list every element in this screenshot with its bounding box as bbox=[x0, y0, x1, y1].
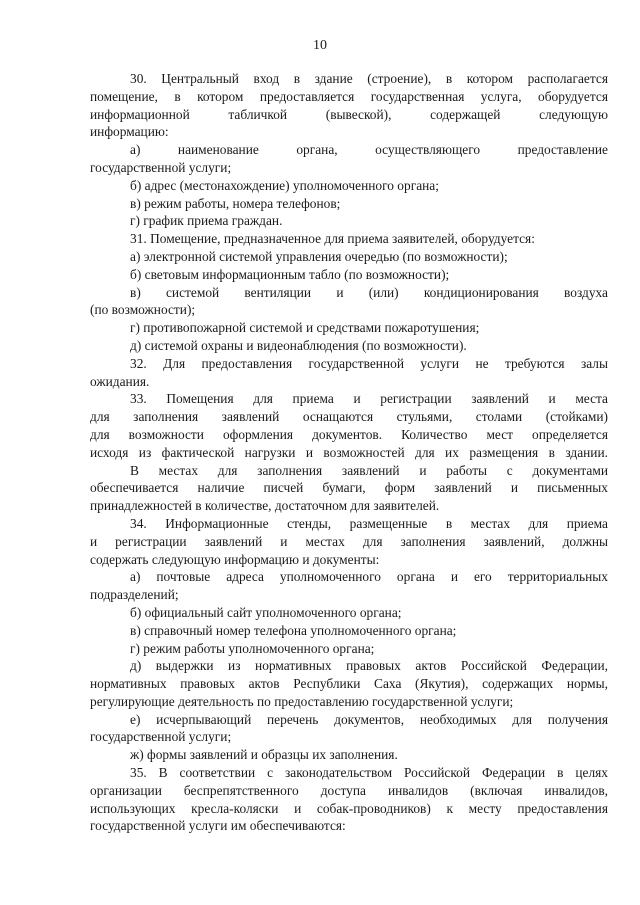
text-line: г) режим работы уполномоченного органа; bbox=[130, 640, 375, 656]
text-line: государственной услуги; bbox=[90, 159, 232, 175]
text-line: и регистрации заявлений и местах для заполнения заявлений, должны bbox=[90, 533, 608, 549]
text-line: 34. Информационные стенды, размещенные в местах для приема bbox=[130, 515, 608, 531]
text-line: подразделений; bbox=[90, 587, 179, 603]
text-line: в) системой вентиляции и (или) кондиционирования воздуха bbox=[130, 284, 608, 300]
text-line: 31. Помещение, предназначенное для приема заявителей, оборудуется: bbox=[130, 231, 535, 247]
text-line: 30. Центральный вход в здание (строение), в котором располагается bbox=[130, 71, 608, 86]
text-line: обеспечивается наличие писчей бумаги, форм заявлений и письменных bbox=[90, 480, 608, 496]
page-number: 10 bbox=[313, 38, 327, 53]
text-line: б) официальный сайт уполномоченного органа; bbox=[130, 604, 402, 620]
text-line: организации беспрепятственного доступа инвалидов (включая инвалидов, bbox=[90, 782, 608, 798]
text-line: использующих кресла-коляски и собак-проводников) к месту предоставления bbox=[90, 800, 608, 816]
text-line: а) наименование органа, осуществляющего предоставление bbox=[130, 142, 608, 158]
text-line: а) почтовые адреса уполномоченного органа и его территориальных bbox=[130, 569, 608, 585]
text-line: информацию: bbox=[90, 124, 169, 140]
text-line: г) противопожарной системой и средствами пожаротушения; bbox=[130, 320, 480, 336]
text-line: государственной услуги; bbox=[90, 729, 232, 745]
text-line: в) справочный номер телефона уполномоченного органа; bbox=[130, 622, 457, 638]
text-line: 33. Помещения для приема и регистрации заявлений и места bbox=[130, 391, 608, 407]
text-line: ожидания. bbox=[90, 373, 150, 389]
text-line: г) график приема граждан. bbox=[130, 213, 283, 229]
text-line: помещение, в котором предоставляется государственная услуга, оборудуется bbox=[90, 88, 608, 104]
text-line: информационной табличкой (вывеской), содержащей следующую bbox=[90, 106, 608, 122]
text-line: для заполнения заявлений оснащаются стульями, столами (стойками) bbox=[90, 409, 608, 425]
text-line: принадлежностей в количестве, достаточном для заявителей. bbox=[90, 498, 440, 514]
text-line: содержать следующую информацию и документы: bbox=[90, 551, 380, 567]
text-line: ж) формы заявлений и образцы их заполнения. bbox=[130, 747, 398, 763]
text-line: (по возможности); bbox=[90, 302, 196, 318]
text-line: нормативных правовых актов Республики Саха (Якутия), содержащих нормы, bbox=[90, 676, 608, 692]
text-line: д) выдержки из нормативных правовых актов Российской Федерации, bbox=[130, 658, 608, 674]
text-line: 32. Для предоставления государственной услуги не требуются залы bbox=[130, 355, 608, 371]
text-line: В местах для заполнения заявлений и работы с документами bbox=[130, 462, 608, 478]
text-line: б) адрес (местонахождение) уполномоченного органа; bbox=[130, 177, 439, 193]
text-line: 35. В соответствии с законодательством Российской Федерации в целях bbox=[130, 765, 608, 781]
text-line: исходя из фактической нагрузки и возможностей для их размещения в здании. bbox=[90, 444, 608, 460]
text-line: государственной услуги им обеспечиваются: bbox=[90, 818, 346, 834]
text-line: для возможности оформления документов. Количество мест определяется bbox=[90, 426, 608, 442]
document-body bbox=[90, 70, 608, 835]
text-line: а) электронной системой управления очередью (по возможности); bbox=[130, 248, 508, 264]
text-line: д) системой охраны и видеонаблюдения (по возможности). bbox=[130, 337, 467, 353]
text-line: е) исчерпывающий перечень документов, необходимых для получения bbox=[130, 711, 608, 727]
text-line: в) режим работы, номера телефонов; bbox=[130, 195, 341, 211]
text-line: регулирующие деятельность по предоставлению государственной услуги; bbox=[90, 693, 514, 709]
text-line: б) световым информационным табло (по возможности); bbox=[130, 266, 450, 282]
